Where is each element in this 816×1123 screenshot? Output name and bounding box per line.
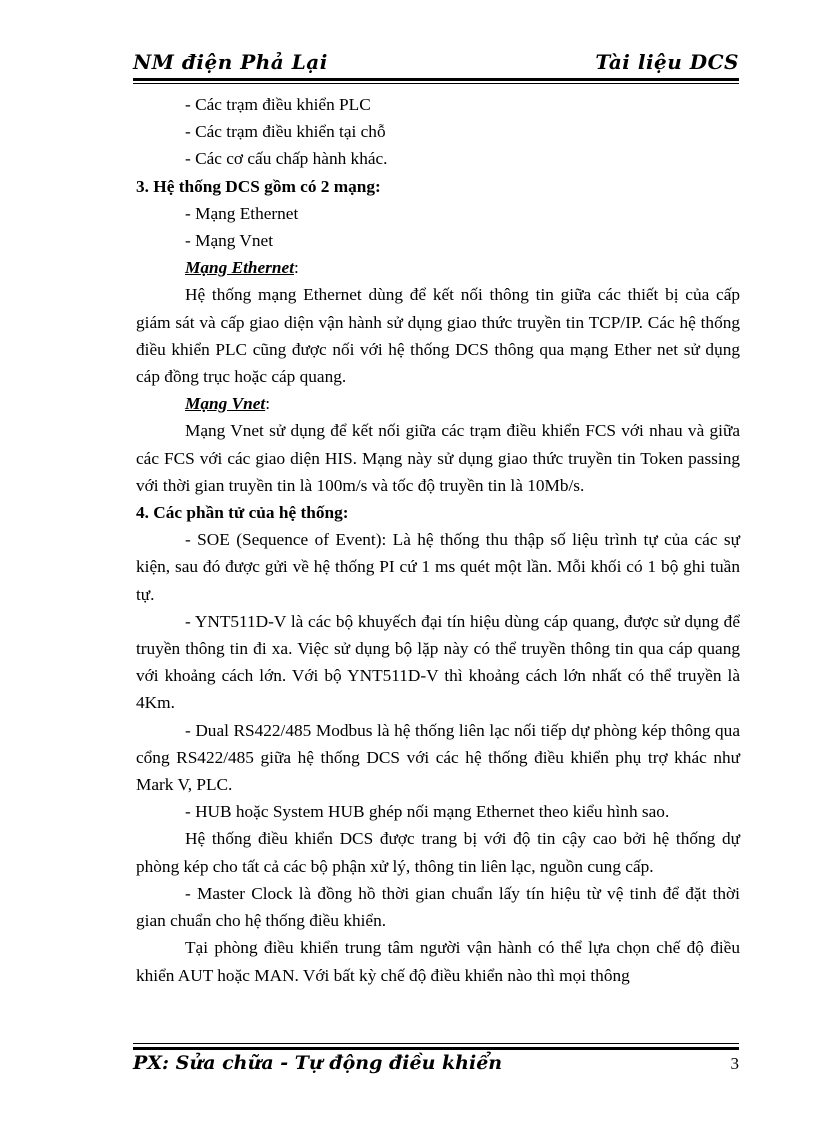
soe-paragraph: - SOE (Sequence of Event): Là hệ thống thu thập số liệu trình tự của các sự kiện, sau đó được gửi về hệ thống PI cứ 1 ms quét một lần. Mỗi khối có 1 bộ ghi tuần tự. bbox=[136, 530, 740, 604]
ethernet-subheading: Mạng Ethernet: bbox=[136, 254, 740, 281]
control-room-paragraph: Tại phòng điều khiển trung tâm người vận hành có thể lựa chọn chế độ điều khiển AUT hoặc MAN. Với bất kỳ chế độ điều khiển nào thì mọi thông bbox=[136, 938, 740, 985]
page-number: 3 bbox=[730, 1054, 739, 1073]
reliability-paragraph: Hệ thống điều khiển DCS được trang bị với độ tin cậy cao bởi hệ thống dự phòng kép cho tất cả các bộ phận xử lý, thông tin liên lạc, nguồn cung cấp. bbox=[136, 829, 740, 876]
footer-rule-thin bbox=[133, 1043, 739, 1044]
header-plant-name: NM điện Phả Lại bbox=[133, 50, 328, 74]
page-header bbox=[133, 46, 739, 80]
dual-modbus-paragraph: - Dual RS422/485 Modbus là hệ thống liên lạc nối tiếp dự phòng kép thông qua cổng RS422/485 giữa hệ thống DCS với các hệ thống điều khiển phụ trợ khác như Mark V, PLC. bbox=[136, 720, 740, 795]
ynt-paragraph: - YNT511D-V là các bộ khuyếch đại tín hiệu dùng cáp quang, được sử dụng để truyền thông tin đi xa. Việc sử dụng bộ lặp này có thể truyền thông tin qua cáp quang với khoảng cách lớn. Với bộ YNT511D-V thì khoảng cách lớn nhất có thể truyền là 4Km. bbox=[136, 611, 740, 713]
header-rule-thin bbox=[133, 83, 739, 84]
list-item: - Các cơ cấu chấp hành khác. bbox=[185, 149, 388, 169]
list-item: - Các trạm điều khiển tại chỗ bbox=[185, 122, 386, 142]
ethernet-title: Mạng Ethernet bbox=[185, 258, 294, 278]
footer-rule-thick bbox=[133, 1047, 739, 1050]
header-doc-title: Tài liệu DCS bbox=[595, 50, 739, 74]
list-item: - Mạng Vnet bbox=[185, 231, 273, 251]
section-heading-4: 4. Các phần tử của hệ thống: bbox=[136, 503, 349, 523]
list-item: - Các trạm điều khiển PLC bbox=[185, 95, 371, 114]
page-body bbox=[136, 91, 740, 989]
vnet-subheading: Mạng Vnet: bbox=[136, 390, 740, 417]
list-item: - Mạng Ethernet bbox=[185, 203, 299, 223]
section-heading-3: 3. Hệ thống DCS gồm có 2 mạng: bbox=[136, 176, 381, 196]
ethernet-paragraph: Hệ thống mạng Ethernet dùng để kết nối thông tin giữa các thiết bị của cấp giám sát và cấp giao diện vận hành sử dụng giao thức truyền tin TCP/IP. Các hệ thống điều khiển PLC cũng được nối với hệ thống DCS thông qua mạng Ether net sử dụng cáp đồng trục hoặc cáp quang. bbox=[136, 285, 740, 387]
header-rule-thick bbox=[133, 78, 739, 81]
page-footer bbox=[133, 1052, 739, 1082]
vnet-title: Mạng Vnet bbox=[185, 394, 266, 414]
vnet-paragraph: Mạng Vnet sử dụng để kết nối giữa các trạm điều khiển FCS với nhau và giữa các FCS với các giao diện HIS. Mạng này sử dụng giao thức truyền tin Token passing với thời gian truyền tin là 100m/s và tốc độ truyền tin là 10Mb/s. bbox=[136, 421, 740, 495]
hub-paragraph: - HUB hoặc System HUB ghép nối mạng Ethernet theo kiểu hình sao. bbox=[185, 802, 670, 822]
master-clock-paragraph: - Master Clock là đồng hồ thời gian chuẩn lấy tín hiệu từ vệ tinh để đặt thời gian chuẩn cho hệ thống điều khiển. bbox=[136, 883, 740, 931]
footer-department: PX: Sửa chữa - Tự động điều khiển bbox=[133, 1052, 503, 1074]
